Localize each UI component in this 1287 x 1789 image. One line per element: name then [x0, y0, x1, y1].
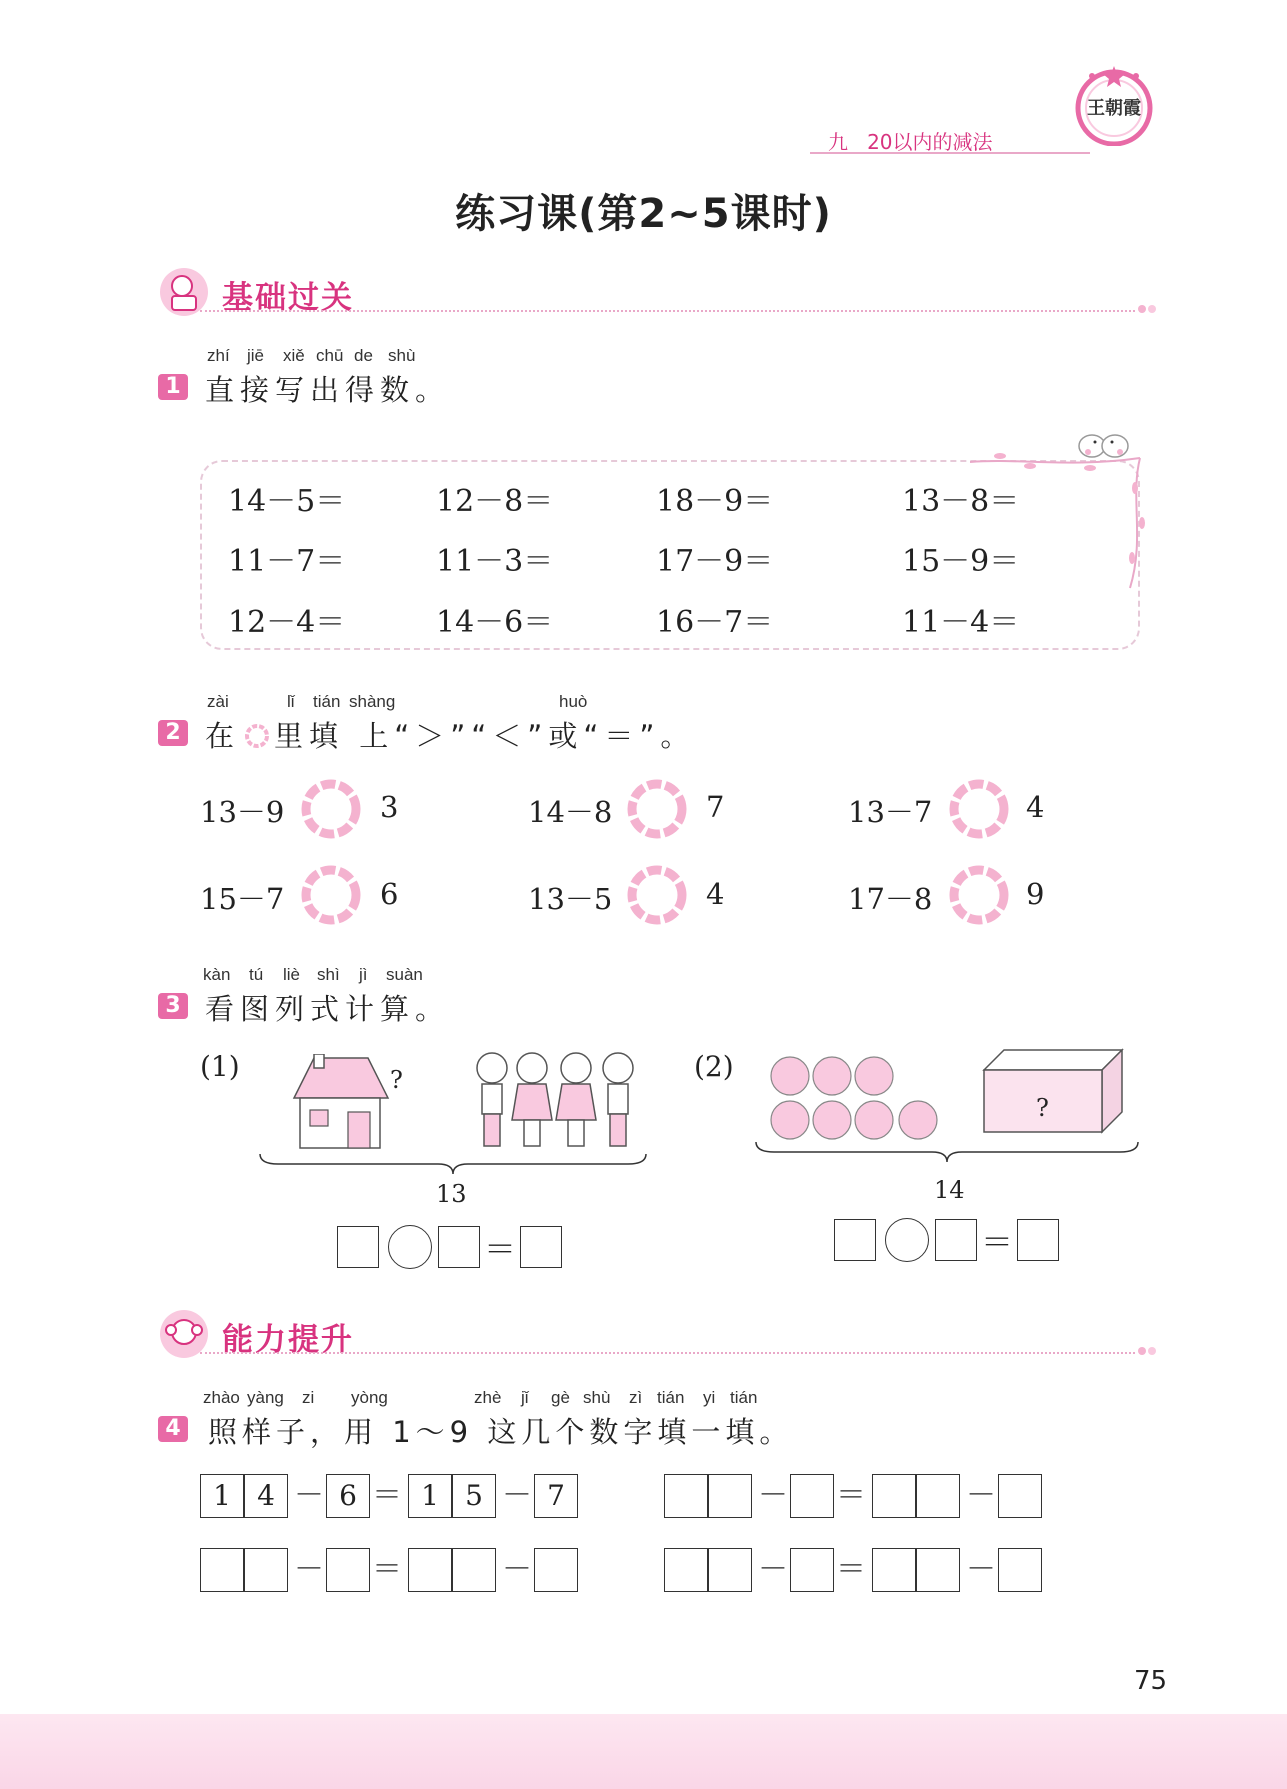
pinyin: shù	[583, 1388, 611, 1407]
digit-box[interactable]	[872, 1548, 916, 1592]
digit-box[interactable]	[916, 1548, 960, 1592]
minus-sign: －	[758, 1552, 788, 1587]
digit-box[interactable]	[664, 1548, 708, 1592]
digit-box: 1	[200, 1474, 244, 1518]
operator-circle[interactable]	[885, 1218, 929, 1262]
q2-left: 14－8	[528, 795, 613, 829]
q1-expr: 14－5＝	[228, 484, 346, 519]
compare-blank[interactable]	[946, 776, 1012, 846]
q1-expr: 17－9＝	[656, 544, 774, 579]
pinyin: de	[354, 346, 373, 365]
q1-expr: 12－8＝	[436, 484, 554, 519]
q3-part2-total: 14	[934, 1176, 965, 1204]
minus-sign: －	[758, 1478, 788, 1513]
birds-icon	[1079, 435, 1128, 457]
q2-left: 13－9	[200, 795, 285, 829]
digit-box[interactable]	[534, 1548, 578, 1592]
pinyin: lǐ	[287, 692, 295, 711]
q1-expr: 11－7＝	[228, 544, 346, 579]
q2-right: 4	[706, 877, 725, 911]
q2-left: 13－7	[848, 795, 933, 829]
pinyin: tián	[313, 692, 341, 711]
digit-box[interactable]	[790, 1548, 834, 1592]
pinyin: huò	[559, 692, 588, 711]
digit-box[interactable]	[244, 1548, 288, 1592]
flower-circle-icon	[244, 723, 270, 749]
digit-box: 5	[452, 1474, 496, 1518]
digit-box[interactable]	[200, 1548, 244, 1592]
pinyin: shù	[388, 346, 416, 365]
minus-sign: －	[966, 1552, 996, 1587]
minus-sign: －	[966, 1478, 996, 1513]
equals-sign: ＝	[372, 1478, 402, 1513]
section-advanced-divider	[200, 1352, 1135, 1354]
answer-box[interactable]	[337, 1226, 379, 1268]
header-line	[810, 152, 1090, 154]
pinyin: liè	[283, 965, 301, 984]
divider-end-dots	[1136, 300, 1158, 322]
answer-box[interactable]	[520, 1226, 562, 1268]
digit-box[interactable]	[452, 1548, 496, 1592]
section-basic-divider	[200, 310, 1135, 312]
digit-box[interactable]	[664, 1474, 708, 1518]
minus-sign: －	[294, 1478, 324, 1513]
pinyin: chū	[316, 346, 344, 365]
pinyin: suàn	[386, 965, 423, 984]
pinyin: shàng	[349, 692, 396, 711]
page-number: 75	[1134, 1666, 1168, 1696]
pinyin: zài	[207, 692, 229, 711]
digit-box[interactable]	[998, 1548, 1042, 1592]
q3-part2-brace	[754, 1140, 1142, 1168]
q1-instruction: 直接写出得数。	[205, 373, 451, 407]
digit-box[interactable]	[326, 1548, 370, 1592]
digit-box: 7	[534, 1474, 578, 1518]
q2-right: 4	[1026, 790, 1045, 824]
pinyin: shì	[317, 965, 340, 984]
compare-blank[interactable]	[624, 862, 690, 932]
q3-part1-brace	[258, 1152, 648, 1180]
pinyin: zhào	[203, 1388, 240, 1407]
q2-text-after: 里填 上“＞”“＜”或“＝”。	[274, 719, 696, 753]
q2-text-before: 在	[205, 719, 241, 753]
equals-sign: ＝	[836, 1552, 866, 1587]
basketballs-icon	[766, 1056, 946, 1146]
q2-instruction	[205, 714, 695, 755]
digit-box: 6	[326, 1474, 370, 1518]
digit-box[interactable]	[872, 1474, 916, 1518]
answer-box[interactable]	[935, 1219, 977, 1261]
q4-instruction: 照样子，用 1～9 这几个数字填一填。	[208, 1415, 794, 1449]
equals-sign: ＝	[372, 1552, 402, 1587]
section-advanced-badge	[158, 1308, 210, 1364]
section-basic-badge	[158, 266, 210, 322]
q3-part2-question: ?	[1036, 1094, 1049, 1122]
brand-logo	[1074, 66, 1154, 146]
q2-right: 7	[706, 790, 725, 824]
q2-right: 9	[1026, 877, 1045, 911]
footer-band	[0, 1714, 1287, 1789]
pinyin: tú	[249, 965, 264, 984]
pinyin: yàng	[247, 1388, 284, 1407]
children-icon	[472, 1048, 642, 1156]
equals-sign: ＝	[484, 1230, 517, 1268]
page-title: 练习课(第2~5课时)	[455, 191, 832, 237]
box-icon	[982, 1048, 1124, 1138]
compare-blank[interactable]	[298, 862, 364, 932]
pinyin: yòng	[351, 1388, 388, 1407]
q2-right: 3	[380, 790, 399, 824]
compare-blank[interactable]	[946, 862, 1012, 932]
pinyin: jì	[359, 965, 368, 984]
operator-circle[interactable]	[388, 1225, 432, 1269]
q3-part1-total: 13	[436, 1180, 467, 1208]
q1-expr: 12－4＝	[228, 605, 346, 640]
answer-box[interactable]	[438, 1226, 480, 1268]
pinyin: jiē	[247, 346, 265, 365]
q4-number: 4	[158, 1416, 188, 1442]
minus-sign: －	[502, 1552, 532, 1587]
pinyin: zi	[302, 1388, 315, 1407]
q1-number: 1	[158, 374, 188, 400]
q2-left: 17－8	[848, 882, 933, 916]
compare-blank[interactable]	[624, 776, 690, 846]
q3-part1-question: ?	[390, 1066, 403, 1094]
q3-part1-label: (1)	[200, 1050, 240, 1083]
answer-box[interactable]	[834, 1219, 876, 1261]
pinyin: gè	[551, 1388, 570, 1407]
compare-blank[interactable]	[298, 776, 364, 846]
digit-box[interactable]	[790, 1474, 834, 1518]
pinyin: yi	[703, 1388, 716, 1407]
q1-expr: 16－7＝	[656, 605, 774, 640]
logo-text: 王朝霞	[1087, 98, 1141, 119]
digit-box[interactable]	[708, 1474, 752, 1518]
minus-sign: －	[502, 1478, 532, 1513]
digit-box[interactable]	[708, 1548, 752, 1592]
pinyin: tián	[657, 1388, 685, 1407]
pinyin: tián	[730, 1388, 758, 1407]
house-icon	[286, 1054, 392, 1156]
answer-box[interactable]	[1017, 1219, 1059, 1261]
q1-expr: 11－4＝	[902, 605, 1020, 640]
digit-box: 4	[244, 1474, 288, 1518]
q3-number: 3	[158, 993, 188, 1019]
pinyin: zhè	[474, 1388, 502, 1407]
q3-instruction: 看图列式计算。	[205, 992, 451, 1026]
minus-sign: －	[294, 1552, 324, 1587]
digit-box[interactable]	[408, 1548, 452, 1592]
q2-left: 13－5	[528, 882, 613, 916]
divider-end-dots	[1136, 1342, 1158, 1364]
q1-expr: 14－6＝	[436, 605, 554, 640]
section-basic-title: 基础过关	[222, 280, 354, 316]
equals-sign: ＝	[981, 1223, 1014, 1261]
pinyin: kàn	[203, 965, 231, 984]
q3-part2-label: (2)	[694, 1050, 734, 1083]
q2-right: 6	[380, 877, 399, 911]
section-advanced-title: 能力提升	[222, 1322, 354, 1358]
q1-expr: 18－9＝	[656, 484, 774, 519]
pinyin: xiě	[283, 346, 305, 365]
digit-box: 1	[408, 1474, 452, 1518]
q1-expr: 13－8＝	[902, 484, 1020, 519]
q2-number: 2	[158, 720, 188, 746]
digit-box[interactable]	[998, 1474, 1042, 1518]
digit-box[interactable]	[916, 1474, 960, 1518]
pinyin: jǐ	[521, 1388, 529, 1407]
q2-left: 15－7	[200, 882, 285, 916]
pinyin: zhí	[207, 346, 230, 365]
chapter-label: 九 20以内的减法	[828, 130, 993, 154]
equals-sign: ＝	[836, 1478, 866, 1513]
q1-expr: 15－9＝	[902, 544, 1020, 579]
pinyin: zì	[629, 1388, 643, 1407]
q1-expr: 11－3＝	[436, 544, 554, 579]
